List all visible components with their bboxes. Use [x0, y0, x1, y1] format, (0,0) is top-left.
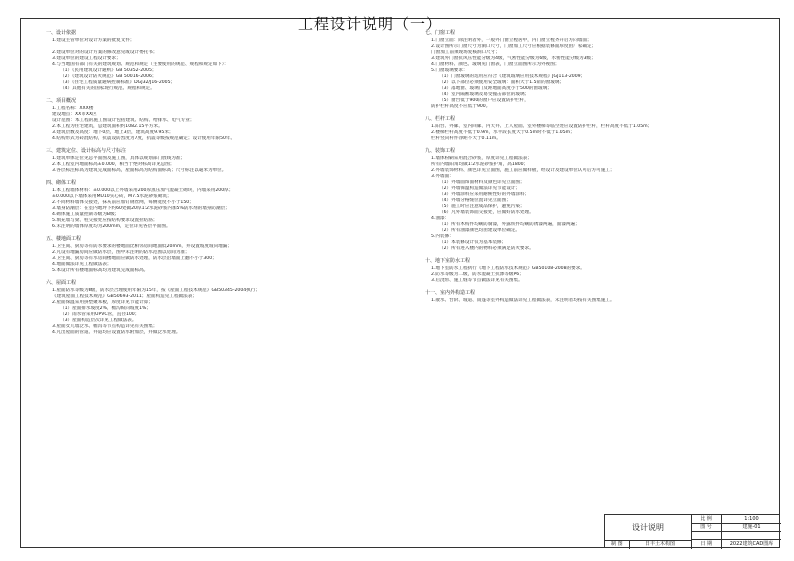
note-line: （1）门窗玻璃的选用应符合《建筑玻璃应用技术规程》JGJ113-2009； [439, 74, 586, 79]
note-line: 4.油漆： [431, 216, 450, 221]
notes-section [46, 30, 411, 92]
note-line: （4）外墙分格缝位置详见立面图； [439, 198, 511, 203]
note-line: 1.阳台、外廊、室内回廊、内天井、上人屋面、室外楼梯等临空处应设置防护栏杆，栏杆高度不低于1.05m； [431, 124, 653, 129]
note-line: 2.屋面保温采用挤塑聚苯板，厚度详见节能计算； [52, 300, 153, 305]
note-line: （1）所有木构件均刷防腐漆，外露铁件均刷防锈漆两遍，面漆两遍； [439, 222, 580, 227]
note-line: （2）以下部位必须使用安全玻璃：面积大于1.5㎡的窗玻璃； [439, 80, 565, 85]
blank-cell [691, 531, 722, 539]
note-line: （4）室内隔断玻璃及易受撞击部位的玻璃； [439, 92, 530, 97]
notes-section [425, 290, 765, 304]
note-line: 4.与当地国有部门有关的建筑规划、规范和规定（主要使用的规范、规程和规定如下）： [52, 62, 229, 67]
note-line: 3.屋面女儿墙泛水、檐沟等节点构造详见有关图集； [52, 324, 158, 329]
note-line: 1.卫生间、厨房等有防水要求的楼地面比相邻房间地面低20mm，并设置坡度坡向地漏； [52, 244, 232, 249]
note-line: （3）《住宅工程质量通病控制标准》DGJ32/J16-2005； [60, 80, 176, 85]
section-heading: 五、楼地面工程 [46, 236, 82, 242]
note-line: 3.建筑外门窗抗风压性能分级为4级，气密性能分级为6级，水密性能分级为3级； [431, 56, 596, 61]
section-heading: 七、门窗工程 [425, 30, 456, 36]
note-line: 防护栏杆高度不应低于900。 [431, 104, 491, 109]
note-line: 4.砌体施工质量控制等级为B级； [52, 212, 120, 217]
note-line: 3.卫生间、厨房等有水房间楼地面应做防水处理，防水层沿墙面上翻不小于300； [52, 256, 217, 261]
note-line: 2.防水等级为二级，防水混凝土抗渗等级P6； [431, 272, 524, 277]
note-line: （2）所有油漆颜色均由建设单位确定。 [439, 228, 521, 233]
note-line: 4.地面做法详见工程做法表； [52, 262, 112, 267]
note-line: （2）外墙保温构造做法详见节能设计； [439, 186, 521, 191]
note-line: ±0.000以下墙体采用MU10实心砖，M7.5水泥砂浆砌筑； [52, 194, 172, 199]
note-line: 2.建设单位对的设计方案的修改意见或设计委托书； [52, 50, 158, 55]
notes-section [425, 258, 765, 284]
note-line: 2.楼梯栏杆高度不低于0.9m，水平段长度大于0.5m时不低于1.05m； [431, 130, 575, 135]
note-line: 建设地点：XX市XX区 [52, 112, 97, 117]
note-line: 5.门窗玻璃要求： [431, 68, 468, 73]
note-line: 4.门窗材料、颜色、玻璃见门窗表，门窗立面图所示为外视图； [431, 62, 560, 67]
note-line: 1.建筑单体定位见总平面图及施工图，具体以规划部门放线为准； [52, 156, 186, 161]
note-line: （5）施工时应注意成品保护，避免污染； [439, 204, 525, 209]
section-heading: 九、装饰工程 [425, 148, 456, 154]
note-line: 《建筑屋面工程技术规范》GB50693-2011；屋面构造见工程做法表； [52, 294, 197, 299]
note-line: 3.后浇带、施工缝等节点做法详见有关图集。 [431, 278, 523, 283]
note-line: 2.不同材料墙体交接处，抹灰前应加钉钢丝网，每侧宽度不小于150； [52, 200, 194, 205]
left-column [46, 30, 411, 342]
note-line: 3.建筑层数及高度：地下0层，地上3层，建筑高度9.95米； [52, 130, 174, 135]
section-heading: 六、屋面工程 [46, 280, 77, 286]
note-line: 4.凡出屋面的管道、井道均应设置防水附加层，并做泛水处理。 [52, 330, 181, 335]
note-line: （6）凡外墙装饰面交接处，应做好防水处理。 [439, 210, 534, 215]
note-line: 1.门窗立面：除注明者外，一般外门窗立樘居中，内门窗立樘齐开启方向墙面； [431, 38, 592, 43]
drawing-title: 设计说明 [605, 515, 692, 541]
note-line: 2.外墙装饰材料、颜色详见立面图，施工前应做样板，经设计及建设单位认可后方可施工； [431, 168, 615, 173]
note-line: （1）屋面排水坡度2%，檐沟纵向坡度1%； [60, 306, 151, 311]
note-line: 所有内墙阳角均做1:2水泥砂浆护角，高1800； [431, 162, 529, 167]
note-line: 2.设计图所示门窗尺寸为洞口尺寸，门窗加工尺寸应根据装修面厚度由厂家确定； [431, 44, 597, 49]
note-line: （1）本装修设计仅为基本装修； [439, 240, 507, 245]
note-line: （2）《建筑设计防火规范》GB 50016-2006； [60, 74, 157, 79]
checked-label: 日 期 [692, 540, 722, 549]
note-line: 2.本工程室内地面标高±0.000，相当于绝对标高详见总图； [52, 162, 175, 167]
notes-section [46, 236, 411, 274]
note-line: 1.散水、台阶、坡道、雨篷等室外构造做法详见工程做法表，未注明者均按有关图集施工。 [431, 298, 615, 303]
scale-label: 比 例 [691, 515, 722, 523]
section-heading: 三、建筑定位、设计标高与尺寸标注 [46, 148, 127, 154]
note-line: （3）落地窗、玻璃门及距地面高度小于500的窗玻璃； [439, 86, 552, 91]
note-line: 3.各层标注标高为建筑完成面标高，屋面标高为结构面标高；尺寸标注以毫米为单位。 [52, 168, 227, 173]
note-line: 4.结构形式为砖混结构，抗震设防烈度为7度，抗震等级按规范确定；设计使用年限50年。 [52, 136, 236, 141]
notes-section [46, 148, 411, 174]
note-line: 6.未注明的墙体厚度均为200mm，定位详见各层平面图。 [52, 224, 171, 229]
notes-section [46, 180, 411, 230]
title-block [604, 514, 780, 548]
note-line: 1.建设主管单位对设计方案的批复文件； [52, 38, 135, 43]
note-line: 5.内装修： [431, 234, 454, 239]
note-line: 3.建设单位的建设工程设计要求； [52, 56, 121, 61]
section-heading: 二、项目概况 [46, 98, 77, 104]
right-column [425, 30, 765, 310]
section-heading: 十、地下室防水工程 [425, 258, 471, 264]
page-title: 工程设计说明（一） [297, 15, 442, 33]
note-line: 1.屋面防水等级为Ⅱ级，防水层合理使用年限为15年，按《屋面工程技术规范》GB50345-2004执行； [52, 288, 260, 293]
note-line: 3.墙身防潮层：在室内地坪下约60处做20厚1:2水泥砂浆内加5%防水剂的墙身防潮层； [52, 206, 230, 211]
notes-section [425, 148, 765, 252]
scale-value: 1:100 [744, 516, 759, 522]
section-heading: 八、栏杆工程 [425, 116, 456, 122]
note-line: （3）屋面构造层次详见工程做法表。 [60, 318, 137, 323]
note-line: 2.凡设有地漏房间应做防水层，图中未注明的防水范围以房间为准； [52, 250, 190, 255]
company-name: 日丰土木构图 [630, 540, 692, 549]
notes-section [46, 280, 411, 336]
note-line: （2）所有进入楼内的物料必须满足防火要求。 [439, 246, 534, 251]
blank-row [691, 531, 781, 540]
note-line: （1）外墙面饰面材料及颜色详见立面图； [439, 180, 525, 185]
note-line: 1.本工程墙体材料：±0.000以上外墙采用200厚蒸压加气混凝土砌块，内墙采用200厚； [52, 188, 234, 193]
note-line: 5.本设计所有楼地面标高均为建筑完成面标高。 [52, 268, 149, 273]
note-line: （1）《民用建筑设计通则》GB 50352-2005； [60, 68, 157, 73]
note-line: 门窗加工前须现场复核洞口尺寸； [431, 50, 500, 55]
note-line: 设计范围：本工程的施工图设计包括建筑、结构、给排水、电气专业； [52, 118, 195, 123]
blank-value [722, 531, 781, 539]
note-line: 1.墙体粉刷采用混合砂浆，厚度详见工程做法表； [431, 156, 532, 161]
note-line: （4）其他有关的国家现行规范、规程和规定。 [60, 86, 155, 91]
note-line: 2.本工程为住宅建筑，总建筑面积约1082.15平方米。 [52, 124, 163, 129]
sheet-value: 建施-01 [742, 524, 761, 530]
note-line: 栏杆竖向杆件净距不大于0.11m。 [431, 136, 501, 141]
note-line: 3.外墙面： [431, 174, 454, 179]
notes-section [425, 30, 765, 110]
note-line: 1.工程名称：XXX楼 [52, 106, 94, 111]
note-line: 5.填充墙与梁、柱交接处应按结构要求设置拉结筋； [52, 218, 158, 223]
section-heading: 四、砌体工程 [46, 180, 77, 186]
note-line: （3）外墙涂料应采用耐候性好的外墙涂料； [439, 192, 530, 197]
notes-section [425, 116, 765, 142]
section-heading: 十一、室内外构造工程 [425, 290, 476, 296]
note-line: （5）窗台低于900的窗户应设置防护栏杆， [439, 98, 529, 103]
note-line: （2）雨水管采用UPVC管，直径100； [60, 312, 140, 317]
drawn-label: 制 图 [605, 540, 630, 549]
sheet-label: 图 号 [691, 523, 722, 531]
title-block-footer [605, 540, 781, 549]
section-heading: 一、设计依据 [46, 30, 77, 36]
project-name: 2022建筑CAD图库 [729, 541, 774, 547]
notes-section [46, 98, 411, 142]
note-line: 1.地下室防水工程执行《地下工程防水技术规范》GB50108-2008的要求。 [431, 266, 585, 271]
